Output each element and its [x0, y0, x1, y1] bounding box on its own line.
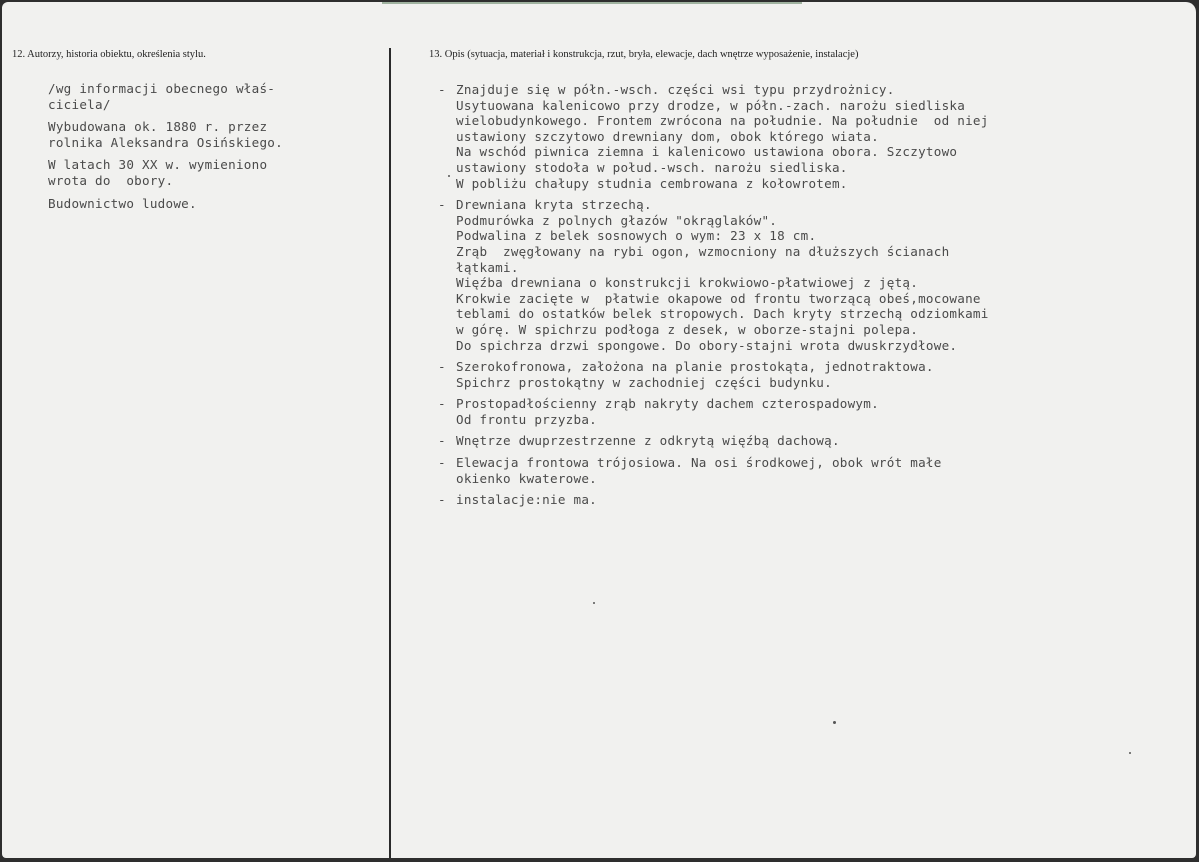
dash-bullet: - [438, 359, 446, 375]
typed-line: Drewniana kryta strzechą. [456, 197, 652, 213]
typed-line: /wg informacji obecnego właś- [48, 81, 276, 96]
typed-line: W latach 30 XX w. wymieniono [48, 157, 268, 173]
typed-line: Usytuowana kalenicowo przy drodze, w półn.-zach. narożu siedliska [456, 97, 966, 113]
typed-line: teblami do ostatków belek stropowych. Dach kryty strzechą odziomkami [456, 306, 989, 322]
typed-line: wrota do obory. [48, 172, 174, 188]
dash-bullet: - [438, 197, 446, 213]
typed-line: Zrąb zwęgłowany na rybi ogon, wzmocniony na dłuższych ścianach [456, 243, 950, 259]
typed-line: W pobliżu chałupy studnia cembrowana z kołowrotem. [456, 175, 848, 191]
history-paragraph [48, 157, 378, 188]
description-section [438, 82, 1178, 191]
typed-line: Znajduje się w półn.-wsch. części wsi typu przydrożnicy. [456, 82, 895, 97]
typed-line: ciciela/ [48, 96, 111, 112]
description-section [438, 433, 1178, 449]
typed-line: Wybudowana ok. 1880 r. przez [48, 119, 268, 135]
inventory-card [2, 2, 1196, 858]
dash-bullet: - [438, 492, 446, 508]
typed-line: Podwalina z belek sosnowych o wym: 23 x 18 cm. [456, 228, 817, 244]
typed-line: Prostopadłościenny zrąb nakryty dachem czterospadowym. [456, 396, 879, 412]
history-paragraph [48, 119, 378, 150]
history-paragraph [48, 81, 378, 112]
description-section [438, 455, 1178, 486]
ink-speck [833, 721, 836, 724]
ink-speck [593, 602, 595, 604]
section-13-header: 13. Opis (sytuacja, materiał i konstrukcja, rzut, bryła, elewacje, dach wnętrze wyposażenie, instalacje) [429, 49, 859, 60]
description-section [438, 197, 1178, 353]
typed-line: w górę. W spichrzu podłoga z desek, w oborze-stajni polepa. [456, 321, 919, 337]
typed-line: Podmurówka z polnych głazów "okrąglaków". [456, 212, 778, 228]
section-12-header: 12. Autorzy, historia obiektu, określenia stylu. [12, 49, 206, 60]
ink-speck [448, 175, 450, 177]
typed-line: Krokwie zacięte w płatwie okapowe od frontu tworzącą obeś,mocowane [456, 290, 981, 306]
typed-line: okienko kwaterowe. [456, 470, 597, 486]
dash-bullet: - [438, 455, 446, 471]
typed-line: Szerokofronowa, założona na planie prostokąta, jednotraktowa. [456, 359, 934, 375]
typed-line: instalacje:nie ma. [456, 492, 597, 508]
description-section [438, 492, 1178, 508]
typed-line: Wnętrze dwuprzestrzenne z odkrytą więźbą dachową. [456, 433, 840, 449]
typed-line: Od frontu przyzba. [456, 411, 597, 427]
typed-line: Na wschód piwnica ziemna i kalenicowo ustawiona obora. Szczytowo [456, 144, 958, 160]
ink-speck [1129, 752, 1131, 754]
typed-line: ustawiony stodoła w połud.-wsch. narożu siedliska. [456, 159, 848, 175]
typed-line: Spichrz prostokątny w zachodniej części budynku. [456, 374, 832, 390]
typed-line: Do spichrza drzwi spongowe. Do obory-stajni wrota dwuskrzydłowe. [456, 337, 958, 353]
description-section [438, 359, 1178, 390]
description-column [438, 82, 1178, 514]
typed-line: Elewacja frontowa trójosiowa. Na osi środkowej, obok wrót małe [456, 455, 942, 471]
dash-bullet: - [438, 82, 446, 97]
typed-line: Więźba drewniana o konstrukcji krokwiowo-płatwiowej z jętą. [456, 275, 919, 291]
typed-line: ustawiony szczytowo drewniany dom, obok którego wiata. [456, 128, 879, 144]
history-paragraph [48, 196, 378, 212]
description-section [438, 396, 1178, 427]
column-divider [389, 48, 391, 858]
typed-line: łątkami. [456, 259, 519, 275]
typed-line: wielobudynkowego. Frontem zwrócona na południe. Na południe od niej [456, 113, 989, 129]
dash-bullet: - [438, 396, 446, 412]
typed-line: Budownictwo ludowe. [48, 195, 197, 211]
top-edge-mark [382, 2, 802, 4]
history-column [48, 81, 378, 218]
dash-bullet: - [438, 433, 446, 449]
typed-line: rolnika Aleksandra Osińskiego. [48, 134, 283, 150]
